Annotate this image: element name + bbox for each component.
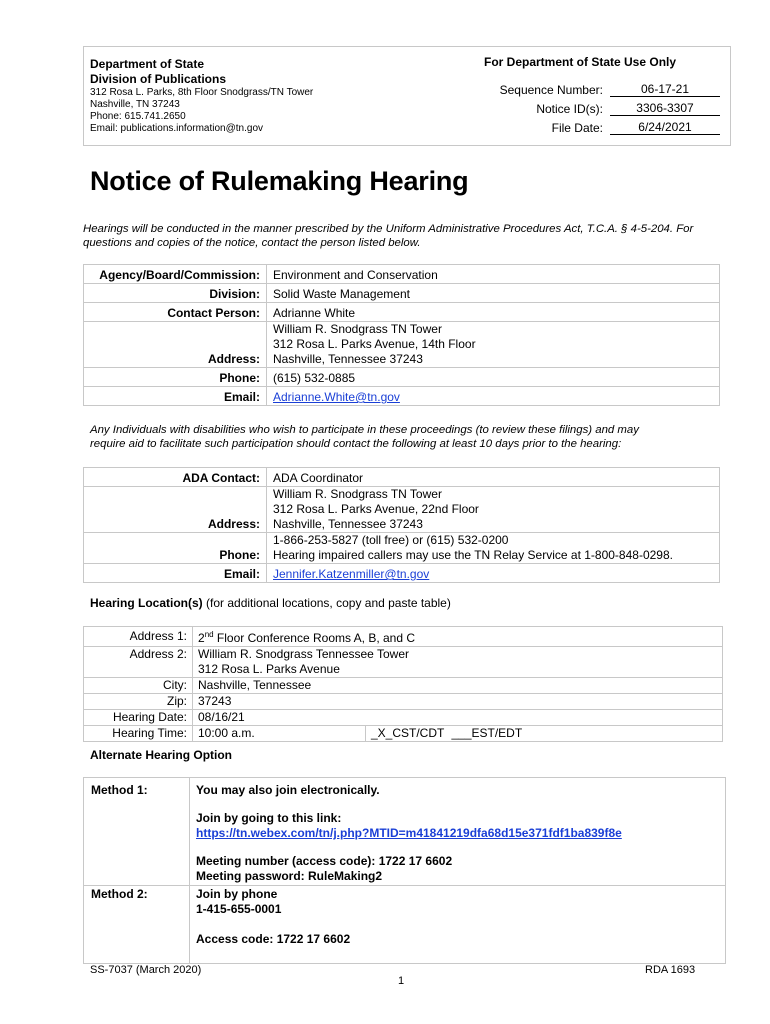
email-cell [267, 387, 720, 406]
phone-label: Phone: [84, 368, 267, 387]
table-row [84, 886, 726, 964]
hearing-location-heading-bold: Hearing Location(s) [90, 596, 203, 610]
hearing-location-heading-note: (for additional locations, copy and paste table) [202, 596, 451, 610]
table-row [84, 778, 726, 886]
page-title: Notice of Rulemaking Hearing [90, 166, 469, 196]
method2-line1: Join by phone [196, 887, 278, 901]
est-option: ___EST/EDT [451, 726, 523, 740]
rda-number: RDA 1693 [645, 964, 696, 976]
table-row [84, 487, 720, 533]
contact-person-label: Contact Person: [84, 303, 267, 322]
hearing-time-label: Hearing Time: [84, 726, 193, 742]
method1-content [190, 778, 726, 886]
address1-floor-number: 2 [198, 631, 205, 645]
address1-value [193, 627, 723, 647]
use-only-heading: For Department of State Use Only [484, 55, 677, 69]
email-link[interactable]: Adrianne.White@tn.gov [273, 390, 400, 404]
method1-label: Method 1: [84, 778, 190, 886]
phone-value: (615) 532-0885 [267, 368, 720, 387]
sequence-number-label: Sequence Number: [499, 83, 603, 97]
address-line: Nashville, Tennessee 37243 [273, 517, 423, 531]
ada-address-label: Address: [84, 487, 267, 533]
table-row [84, 468, 720, 487]
address2-label: Address 2: [84, 647, 193, 678]
hearing-date-label: Hearing Date: [84, 710, 193, 726]
department-name: Department of State [90, 57, 205, 71]
department-phone: Phone: 615.741.2650 [90, 111, 186, 122]
address-line: 312 Rosa L. Parks Avenue [198, 662, 340, 676]
ada-phone-label: Phone: [84, 533, 267, 564]
phone-line: Hearing impaired callers may use the TN Relay Service at 1-800-848-0298. [273, 548, 673, 562]
table-row [84, 387, 720, 406]
form-number: SS-7037 (March 2020) [90, 964, 202, 976]
city-label: City: [84, 678, 193, 694]
table-row [84, 710, 723, 726]
table-row [84, 533, 720, 564]
address-line: Nashville, Tennessee 37243 [273, 352, 423, 366]
address-line: 312 Rosa L. Parks Avenue, 22nd Floor [273, 502, 479, 516]
address1-label: Address 1: [84, 627, 193, 647]
table-row [84, 647, 723, 678]
address1-text: Floor Conference Rooms A, B, and C [213, 631, 416, 645]
file-date-label: File Date: [551, 121, 603, 135]
method2-phone: 1-415-655-0001 [196, 902, 282, 916]
cst-option: _X_CST/CDT [371, 726, 445, 740]
address-line: William R. Snodgrass Tennessee Tower [198, 647, 409, 661]
table-row [84, 284, 720, 303]
department-address-line1: 312 Rosa L. Parks, 8th Floor Snodgrass/TN Tower [90, 87, 314, 98]
table-row [84, 265, 720, 284]
table-row [84, 627, 723, 647]
meeting-number: Meeting number (access code): 1722 17 6602 [196, 854, 453, 868]
address1-floor-suffix: nd [204, 630, 214, 639]
department-address-line2: Nashville, TN 37243 [90, 99, 180, 110]
agency-label: Agency/Board/Commission: [84, 265, 267, 284]
method1-line1: You may also join electronically. [196, 783, 380, 797]
zip-value: 37243 [193, 694, 723, 710]
method1-line2: Join by going to this link: [196, 811, 342, 825]
address-line: 312 Rosa L. Parks Avenue, 14th Floor [273, 337, 476, 351]
file-date-value: 6/24/2021 [610, 120, 720, 135]
hearing-date-value: 08/16/21 [193, 710, 723, 726]
agency-contact-table [83, 264, 720, 406]
address-line: William R. Snodgrass TN Tower [273, 487, 442, 501]
hearing-location-heading [90, 596, 451, 610]
ada-email-link[interactable]: Jennifer.Katzenmiller@tn.gov [273, 567, 430, 581]
page-number: 1 [398, 975, 405, 987]
sequence-number-value: 06-17-21 [610, 82, 720, 97]
alternate-methods-table [83, 777, 726, 964]
ada-email-cell [267, 564, 720, 583]
notice-id-label: Notice ID(s): [536, 102, 603, 116]
method2-content [190, 886, 726, 964]
ada-contact-table [83, 467, 720, 583]
table-row [84, 678, 723, 694]
ada-line-2: require aid to facilitate such participation should contact the following at least 10 days prior to the hearing: [90, 438, 622, 450]
table-row [84, 322, 720, 368]
zip-label: Zip: [84, 694, 193, 710]
intro-line-2: questions and copies of the notice, contact the person listed below. [83, 237, 421, 249]
table-row [84, 368, 720, 387]
time-zone-options [366, 726, 723, 742]
address-line: William R. Snodgrass TN Tower [273, 322, 442, 336]
method2-access-code: Access code: 1722 17 6602 [196, 932, 351, 946]
ada-line-1: Any Individuals with disabilities who wish to participate in these proceedings (to review these filings) and may [90, 424, 639, 436]
ada-phone-value [267, 533, 720, 564]
table-row [84, 726, 723, 742]
ada-email-label: Email: [84, 564, 267, 583]
notice-id-value: 3306-3307 [610, 101, 720, 116]
contact-person-value: Adrianne White [267, 303, 720, 322]
table-row [84, 303, 720, 322]
ada-address-value [267, 487, 720, 533]
department-division: Division of Publications [90, 72, 227, 86]
webex-link[interactable]: https://tn.webex.com/tn/j.php?MTID=m41841219dfa68d15e371fdf1ba839f8e [196, 826, 622, 840]
division-value: Solid Waste Management [267, 284, 720, 303]
address-label: Address: [84, 322, 267, 368]
hearing-time-value: 10:00 a.m. [193, 726, 366, 742]
department-email: Email: publications.information@tn.gov [90, 123, 264, 134]
agency-value: Environment and Conservation [267, 265, 720, 284]
meeting-password: Meeting password: RuleMaking2 [196, 869, 383, 883]
method2-label: Method 2: [84, 886, 190, 964]
address2-value [193, 647, 723, 678]
phone-line: 1-866-253-5827 (toll free) or (615) 532-0200 [273, 533, 509, 547]
table-row [84, 564, 720, 583]
email-label: Email: [84, 387, 267, 406]
intro-line-1: Hearings will be conducted in the manner prescribed by the Uniform Administrative Procedures Act, T.C.A. § 4-5-204. For [83, 223, 694, 235]
ada-contact-label: ADA Contact: [84, 468, 267, 487]
address-value [267, 322, 720, 368]
city-value: Nashville, Tennessee [193, 678, 723, 694]
table-row [84, 694, 723, 710]
division-label: Division: [84, 284, 267, 303]
alternate-hearing-heading: Alternate Hearing Option [90, 748, 233, 762]
ada-contact-value: ADA Coordinator [267, 468, 720, 487]
hearing-location-table [83, 626, 723, 742]
